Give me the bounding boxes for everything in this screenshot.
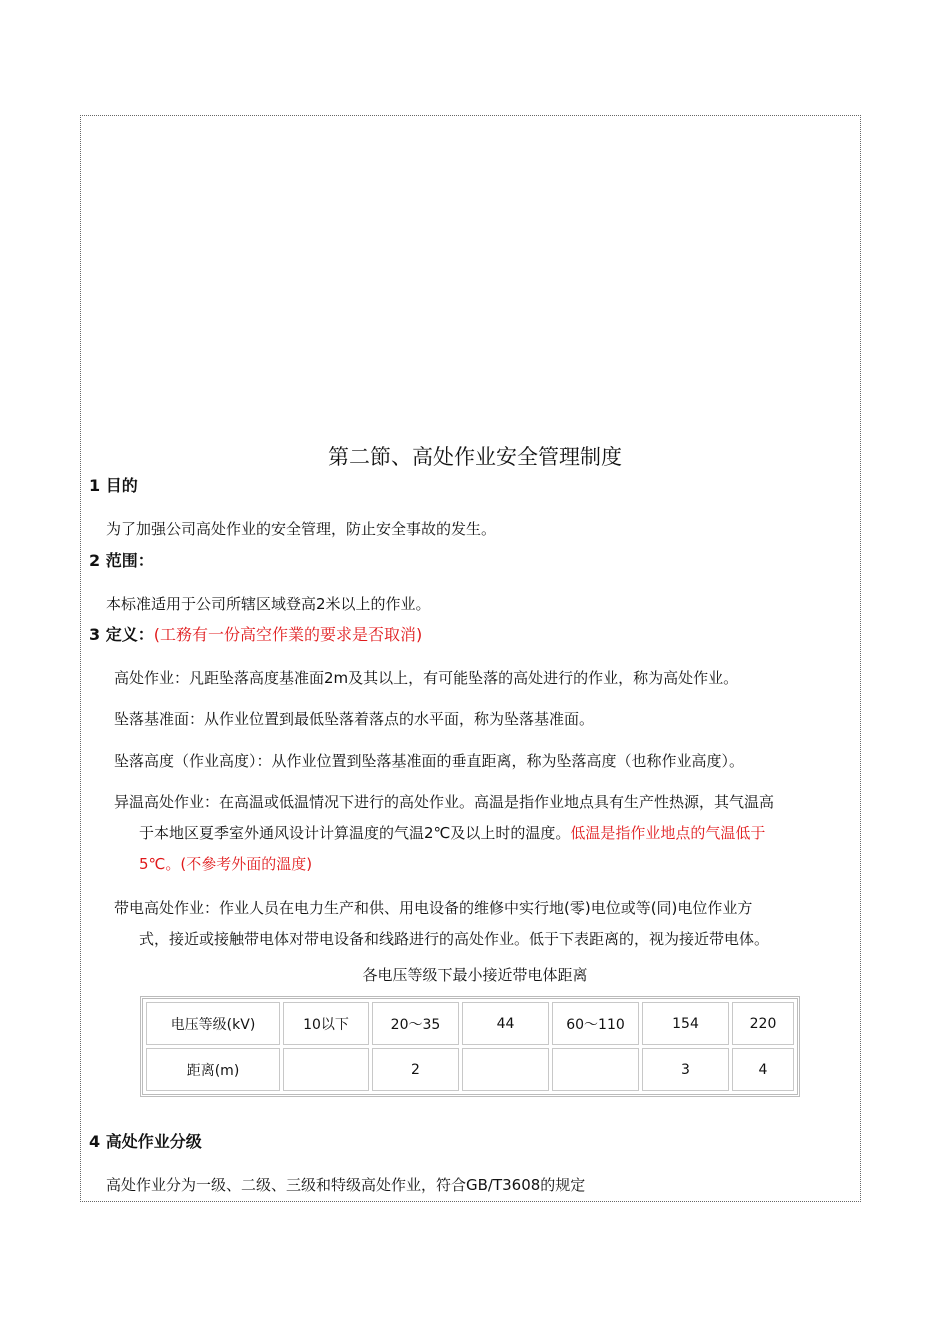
- definition-high-work: 高处作业：凡距坠落高度基准面2m及其以上，有可能坠落的高处进行的作业，称为高处作业。: [114, 669, 739, 687]
- table-cell: 154: [642, 1002, 729, 1045]
- definition-temperature-work: [114, 787, 859, 880]
- table-row: [146, 1002, 794, 1045]
- document-title: 第二節、高处作业安全管理制度: [328, 445, 622, 469]
- table-cell: 4: [732, 1048, 794, 1091]
- table-cell: 2: [372, 1048, 459, 1091]
- low-temperature-note: 低温是指作业地点的气温低于: [570, 824, 766, 842]
- table-cell: 10以下: [283, 1002, 369, 1045]
- section-3-heading-label: 3 定义：: [89, 625, 154, 644]
- definition-temperature-line1: 异温高处作业：在高温或低温情况下进行的高处作业。高温是指作业地点具有生产性热源，其气温高: [114, 793, 775, 811]
- definition-temperature-line2-text: 于本地区夏季室外通风设计计算温度的气温2℃及以上时的温度。: [139, 824, 571, 842]
- definition-live-work: [114, 893, 859, 955]
- low-temperature-note-cont: 5℃。(不參考外面的溫度): [139, 855, 313, 873]
- table-cell: 44: [462, 1002, 549, 1045]
- table-cell: 3: [642, 1048, 729, 1091]
- table-cell: [552, 1048, 639, 1091]
- section-3-heading-note: (工務有一份高空作業的要求是否取消): [153, 625, 423, 644]
- section-1-text: 为了加强公司高处作业的安全管理，防止安全事故的发生。: [106, 520, 497, 538]
- section-3-heading: [89, 622, 422, 645]
- table-cell: 60～110: [552, 1002, 639, 1045]
- table-cell: 20～35: [372, 1002, 459, 1045]
- section-1-heading: 1 目的: [89, 476, 138, 495]
- definition-fall-datum: 坠落基准面：从作业位置到最低坠落着落点的水平面，称为坠落基准面。: [114, 710, 595, 728]
- table-cell: 220: [732, 1002, 794, 1045]
- definition-fall-height: 坠落高度（作业高度）：从作业位置到坠落基准面的垂直距离，称为坠落高度（也称作业高度）。: [114, 752, 745, 770]
- table-cell: 电压等级(kV): [146, 1002, 280, 1045]
- definition-temperature-line2: [114, 818, 859, 849]
- table-cell: [462, 1048, 549, 1091]
- section-2-text: 本标准适用于公司所辖区域登高2米以上的作业。: [106, 595, 431, 613]
- section-4-heading: 4 高处作业分级: [89, 1132, 202, 1151]
- table-cell: [283, 1048, 369, 1091]
- section-2-heading: 2 范围：: [89, 551, 154, 570]
- definition-live-line2: 式，接近或接触带电体对带电设备和线路进行的高处作业。低于下表距离的，视为接近带电体。: [139, 930, 770, 948]
- table-cell: 距离(m): [146, 1048, 280, 1091]
- table-row: [146, 1048, 794, 1091]
- voltage-distance-table: [140, 996, 800, 1097]
- section-4-text: 高处作业分为一级、二级、三级和特级高处作业，符合GB/T3608的规定: [106, 1176, 586, 1194]
- definition-live-line1: 带电高处作业：作业人员在电力生产和供、用电设备的维修中实行地(零)电位或等(同)电位作业方: [114, 899, 753, 917]
- table-caption: 各电压等级下最小接近带电体距离: [362, 966, 588, 984]
